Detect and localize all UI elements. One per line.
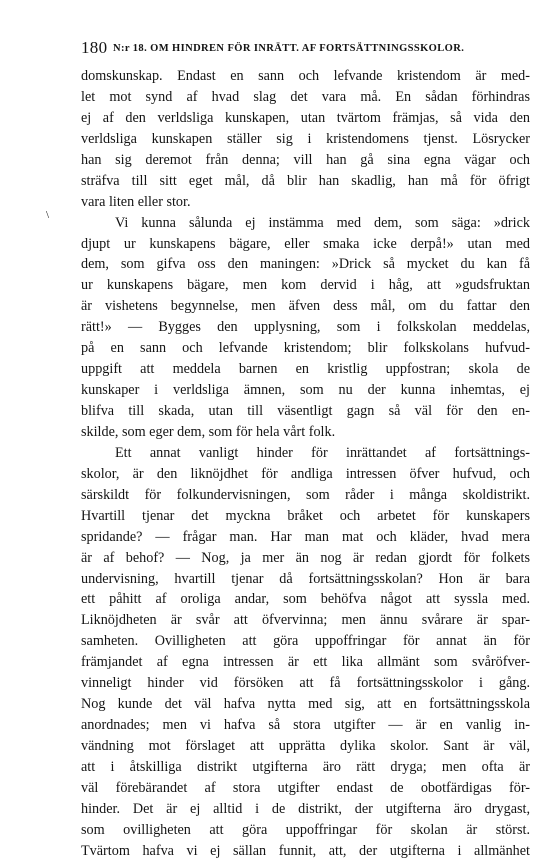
text-line: särskildt för folkundervisningen, som råder i många skoldistrikt. [81,486,530,503]
text-line: att i åtskilliga distrikt utgifterna äro rätt dryga; men ofta är [81,758,530,775]
running-head [81,38,530,58]
text-line: blifva till skada, utan till väsentligt gagn så väl för den en- [81,403,530,419]
text-line: är vishetens begynnelse, men äfven dess mål, om du fattar den [81,298,530,315]
text-line: anordnades; men vi hafva så stora utgifter — är en vanlig in- [81,717,530,734]
text-line: skilde, som eger dem, som för hela vårt folk. [81,423,336,440]
text-line: vara liten eller stor. [81,193,191,210]
text-line: skolor, är den liknöjdhet för andliga intressen öfver hufvud, och [81,465,530,482]
text-line: ej af den verldsliga kunskapen, utan tvärtom främjas, så vida den [81,109,530,126]
text-line: Ett annat vanligt hinder för inrättandet af fortsättnings- [115,444,530,461]
text-line: som ovilligheten att göra uppoffringar för skolan är störst. [81,821,530,838]
text-line: Nog kunde det väl hafva nytta med sig, att en fortsättningsskola [81,696,530,713]
text-line: undervisning, hvartill tjenar då fortsättningsskolan? Hon är bara [81,570,530,587]
text-line: hinder. Det är ej alltid i de distrikt, der utgifterna äro drygast, [81,800,530,817]
text-line: samheten. Ovilligheten att göra uppoffringar för annat än för [81,633,530,650]
text-line: sträfva till sitt eget mål, då blir han skadlig, han må för öfrigt [81,172,530,189]
text-line: ett påhitt af oroliga andar, som behöfva något att syssla med. [81,591,530,608]
text-line: Tvärtom hafva vi ej sällan funnit, att, der utgifterna i allmänhet [81,842,530,859]
text-line: är af behof? — Nog, ja mer än nog är redan gjordt för folkets [81,549,530,566]
text-line: ur kunskapens bägare, men kom dervid i håg, att »gudsfruktan [81,277,530,294]
text-line: djupt ur kunskapens bägare, eller smaka icke derpå!» utan med [81,235,530,252]
text-line: rätt!» — Bygges den upplysning, som i folkskolan meddelas, [81,319,530,336]
text-line: uppgift att meddela barnen en kristlig uppfostran; skola de [81,361,530,378]
page-number: 180 [81,38,108,57]
text-line: Liknöjdheten är svår att öfvervinna; men ännu svårare är spar- [81,612,530,629]
text-line: på en sann och lefvande kristendom; blir folkskolans hufvud- [81,340,530,357]
body-text [81,66,530,862]
text-line: Hvartill tjenar det myckna bråket och arbetet för kunskapers [81,507,530,524]
text-line: väl förebärandet af stora utgifter endast de obotfärdigas för- [81,779,530,796]
text-line: kunskaper i verldsliga ämnen, som nu der kunna inhemtas, ej [81,382,530,399]
text-line: främjandet af egna intressen är ett lika allmänt som svåröfver- [81,654,530,671]
text-line: vändning mot förslaget att upprätta dylika skolor. Sant är väl, [81,738,530,754]
text-line: let mot synd af hvad slag det vara må. En sådan förhindras [81,88,530,105]
text-line: verldsliga kunskapen ställer sig i kristendomens tjenst. Lösrycker [81,130,530,147]
text-line: Vi kunna sålunda ej instämma med dem, som säga: »drick [115,214,530,231]
text-line: spridande? — frågar man. Har man mat och kläder, hvad mera [81,528,530,545]
running-head-title: N:r 18. OM HINDREN FÖR INRÄTT. AF FORTSÄTTNINGSSKOLOR. [113,43,465,54]
text-line: vinneligt hinder vid försöken att få fortsättningsskolor i gång. [81,675,530,692]
text-line: han sig deremot från denna; vill han gå sina egna vägar och [81,151,530,168]
text-line: domskunskap. Endast en sann och lefvande kristendom är med- [81,68,530,84]
text-line: dem, som gifva oss den maningen: »Drick så mycket du kan få [81,256,530,273]
stray-mark: \ [46,209,50,221]
